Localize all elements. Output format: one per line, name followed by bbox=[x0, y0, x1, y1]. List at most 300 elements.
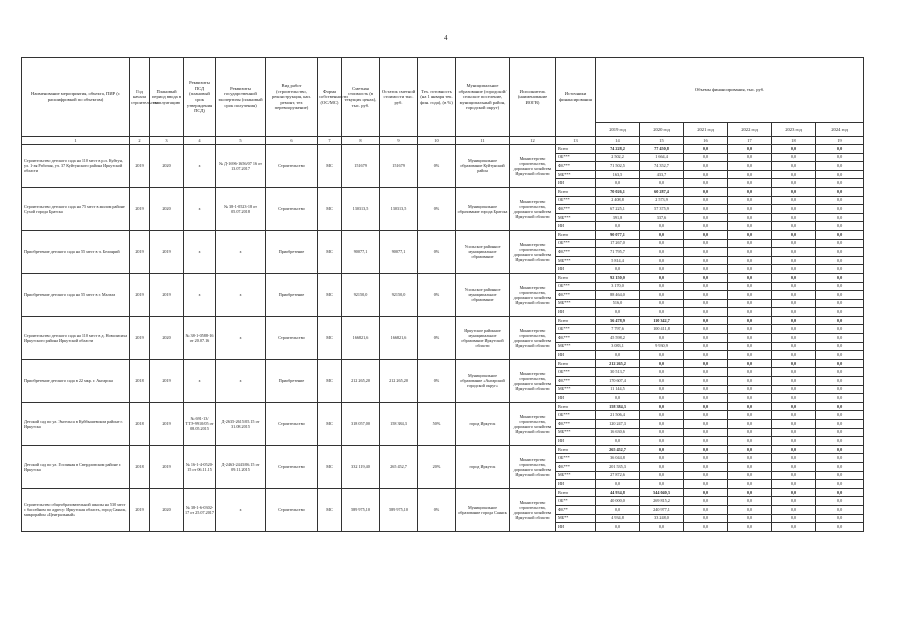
municipality: Муниципальное образование города Братска bbox=[456, 187, 510, 230]
funding-amount: 0,0 bbox=[772, 291, 816, 300]
funding-amount: 0,0 bbox=[816, 445, 864, 454]
funding-amount: 0,0 bbox=[728, 497, 772, 506]
year-2021: 2021 год bbox=[684, 123, 728, 137]
funding-source: ФБ*** bbox=[556, 248, 596, 257]
start-year: 2019 bbox=[130, 230, 150, 273]
funding-amount: 0,0 bbox=[728, 299, 772, 308]
funding-amount: 0,0 bbox=[772, 368, 816, 377]
funding-amount: 0,0 bbox=[640, 179, 684, 188]
funding-amount: 0,0 bbox=[728, 462, 772, 471]
funding-source: МБ*** bbox=[556, 342, 596, 351]
funding-amount: 0,0 bbox=[816, 179, 864, 188]
funding-amount: 0,0 bbox=[816, 471, 864, 480]
funding-amount: 0,0 bbox=[728, 488, 772, 497]
funding-amount: 0,0 bbox=[684, 213, 728, 222]
funding-source: МБ*** bbox=[556, 385, 596, 394]
funding-amount: 0,0 bbox=[772, 402, 816, 411]
table-body bbox=[22, 137, 864, 532]
funding-amount: 0,0 bbox=[816, 325, 864, 334]
funding-amount: 0,0 bbox=[684, 420, 728, 429]
funding-amount: 0,0 bbox=[640, 291, 684, 300]
funding-amount: 0,0 bbox=[728, 411, 772, 420]
funding-amount: 57 375,9 bbox=[640, 205, 684, 214]
column-number: 1 bbox=[22, 137, 130, 145]
work-type: Строительство bbox=[266, 145, 318, 188]
funding-amount: 0,0 bbox=[816, 316, 864, 325]
remaining-cost: 212 265,20 bbox=[380, 359, 418, 402]
funding-amount: 120 247,3 bbox=[596, 420, 640, 429]
funding-amount: 0,0 bbox=[816, 334, 864, 343]
funding-amount: 0,0 bbox=[772, 196, 816, 205]
funding-source: Всего bbox=[556, 316, 596, 325]
funding-source: Всего bbox=[556, 402, 596, 411]
funding-amount: 0,0 bbox=[772, 316, 816, 325]
municipality: город Иркутск bbox=[456, 402, 510, 445]
funding-amount: 0,0 bbox=[640, 480, 684, 489]
funding-amount: 30 513,7 bbox=[596, 368, 640, 377]
funding-amount: 0,0 bbox=[772, 213, 816, 222]
funding-amount: 0,0 bbox=[684, 394, 728, 403]
funding-amount: 0,0 bbox=[728, 420, 772, 429]
funding-source: МБ*** bbox=[556, 170, 596, 179]
column-number: 10 bbox=[418, 137, 456, 145]
planned-period: 2019 bbox=[150, 445, 184, 488]
header-name: Наименование мероприятия, объекта, ПИР (с расшифровкой по объектам) bbox=[22, 58, 130, 137]
funding-amount: 0,0 bbox=[728, 170, 772, 179]
executor: Министерство строительства, дорожного хозяйства Иркутской области bbox=[510, 187, 556, 230]
funding-amount: 0,0 bbox=[816, 196, 864, 205]
header-sources: Источники финансирования bbox=[556, 58, 596, 137]
funding-source: ОБ*** bbox=[556, 239, 596, 248]
psd-details: № 691-13/ТТЭ-9910/05 от 08.05.2015 bbox=[184, 402, 216, 445]
column-number: 14 bbox=[596, 137, 640, 145]
work-type: Строительство bbox=[266, 445, 318, 488]
funding-amount: 0,0 bbox=[772, 334, 816, 343]
funding-amount: 0,0 bbox=[816, 428, 864, 437]
funding-amount: 0,0 bbox=[684, 162, 728, 171]
funding-amount: 240 977,1 bbox=[640, 505, 684, 514]
funding-amount: 0,0 bbox=[816, 273, 864, 282]
funding-source: МБ*** bbox=[556, 299, 596, 308]
ownership: МС bbox=[318, 273, 342, 316]
financing-table bbox=[21, 57, 864, 532]
funding-amount: 0,0 bbox=[772, 170, 816, 179]
funding-amount: 0,0 bbox=[684, 248, 728, 257]
funding-amount: 0,0 bbox=[596, 265, 640, 274]
funding-amount: 0,0 bbox=[772, 437, 816, 446]
expertise-details: х bbox=[216, 230, 266, 273]
funding-amount: 16 630,6 bbox=[596, 428, 640, 437]
funding-amount: 0,0 bbox=[728, 205, 772, 214]
funding-amount: 5 814,4 bbox=[596, 256, 640, 265]
funding-amount: 0,0 bbox=[640, 402, 684, 411]
expertise-details: х bbox=[216, 316, 266, 359]
funding-amount: 0,0 bbox=[772, 308, 816, 317]
funding-amount: 56 478,9 bbox=[596, 316, 640, 325]
funding-amount: 0,0 bbox=[684, 437, 728, 446]
object-name: Строительство общеобразовательной школы на 530 мест с бассейном по адресу: Иркутская область, город Саянск, микрорайон «Центральный» bbox=[22, 488, 130, 531]
funding-amount: 0,0 bbox=[728, 248, 772, 257]
funding-amount: 0,0 bbox=[772, 411, 816, 420]
funding-amount: 0,0 bbox=[772, 248, 816, 257]
object-name: Приобретение детского сада в 22 мкр. г. Ангарска bbox=[22, 359, 130, 402]
funding-amount: 0,0 bbox=[816, 523, 864, 532]
funding-amount: 0,0 bbox=[772, 351, 816, 360]
remaining-cost: 92150,0 bbox=[380, 273, 418, 316]
funding-amount: 2 573,9 bbox=[640, 196, 684, 205]
funding-amount: 0,0 bbox=[684, 514, 728, 523]
work-type: Строительство bbox=[266, 402, 318, 445]
funding-amount: 0,0 bbox=[728, 213, 772, 222]
estimated-cost: 166821,6 bbox=[342, 316, 380, 359]
object-name: Приобретение детского сада на 55 мест в г. Мальта bbox=[22, 273, 130, 316]
estimated-cost: 318 057,00 bbox=[342, 402, 380, 445]
funding-amount: 0,0 bbox=[816, 462, 864, 471]
funding-amount: 0,0 bbox=[816, 205, 864, 214]
funding-amount: 0,0 bbox=[596, 523, 640, 532]
funding-amount: 0,0 bbox=[640, 385, 684, 394]
funding-amount: 0,0 bbox=[640, 248, 684, 257]
funding-amount: 0,0 bbox=[728, 402, 772, 411]
planned-period: 2020 bbox=[150, 316, 184, 359]
funding-amount: 40 000,0 bbox=[596, 497, 640, 506]
funding-amount: 0,0 bbox=[684, 145, 728, 154]
funding-source: ФБ*** bbox=[556, 291, 596, 300]
funding-amount: 0,0 bbox=[684, 291, 728, 300]
expertise-details: Д-2463-2443/06.15 от 09.11.2015 bbox=[216, 445, 266, 488]
funding-amount: 269 815,2 bbox=[640, 497, 684, 506]
funding-amount: 0,0 bbox=[728, 334, 772, 343]
funding-source: Всего bbox=[556, 445, 596, 454]
funding-amount: 0,0 bbox=[816, 420, 864, 429]
funding-amount: 0,0 bbox=[684, 299, 728, 308]
funding-amount: 0,0 bbox=[816, 514, 864, 523]
funding-amount: 100 411,8 bbox=[640, 325, 684, 334]
year-2023: 2023 год bbox=[772, 123, 816, 137]
funding-amount: 0,0 bbox=[728, 162, 772, 171]
funding-amount: 158 384,3 bbox=[596, 402, 640, 411]
expertise-details: № 38-1-0523-18 от 05.07.2018 bbox=[216, 187, 266, 230]
funding-amount: 0,0 bbox=[816, 394, 864, 403]
psd-details: х bbox=[184, 187, 216, 230]
funding-amount: 0,0 bbox=[640, 282, 684, 291]
funding-amount: 0,0 bbox=[684, 428, 728, 437]
column-number: 11 bbox=[456, 137, 510, 145]
funding-amount: 0,0 bbox=[640, 523, 684, 532]
header-start-year: Год начала строительства bbox=[130, 58, 150, 137]
table-row bbox=[22, 488, 864, 497]
funding-amount: 0,0 bbox=[772, 462, 816, 471]
column-number: 18 bbox=[772, 137, 816, 145]
funding-amount: 0,0 bbox=[728, 514, 772, 523]
funding-source: ИИ bbox=[556, 351, 596, 360]
funding-amount: 0,0 bbox=[728, 351, 772, 360]
funding-source: ФБ** bbox=[556, 505, 596, 514]
funding-amount: 0,0 bbox=[816, 505, 864, 514]
start-year: 2018 bbox=[130, 445, 150, 488]
table-row bbox=[22, 359, 864, 368]
header-volumes: Объемы финансирования, тыс. руб. bbox=[596, 58, 864, 123]
executor: Министерство строительства, дорожного хозяйства Иркутской области bbox=[510, 273, 556, 316]
funding-amount: 0,0 bbox=[728, 342, 772, 351]
funding-amount: 0,0 bbox=[728, 480, 772, 489]
funding-amount: 0,0 bbox=[816, 299, 864, 308]
psd-details: х bbox=[184, 145, 216, 188]
funding-amount: 0,0 bbox=[728, 454, 772, 463]
column-number: 5 bbox=[216, 137, 266, 145]
header-estimated-cost: Сметная стоимость (в текущих ценах), тыс. руб. bbox=[342, 58, 380, 137]
funding-amount: 0,0 bbox=[684, 325, 728, 334]
funding-amount: 0,0 bbox=[816, 213, 864, 222]
funding-source: ОБ*** bbox=[556, 454, 596, 463]
funding-amount: 0,0 bbox=[596, 505, 640, 514]
funding-source: ОБ*** bbox=[556, 368, 596, 377]
funding-amount: 0,0 bbox=[684, 359, 728, 368]
year-2020: 2020 год bbox=[640, 123, 684, 137]
funding-amount: 0,0 bbox=[728, 377, 772, 386]
header-executor: Исполнитель (наименование ИОГВ) bbox=[510, 58, 556, 137]
funding-amount: 0,0 bbox=[684, 497, 728, 506]
funding-source: Всего bbox=[556, 273, 596, 282]
funding-amount: 0,0 bbox=[772, 488, 816, 497]
funding-amount: 0,0 bbox=[684, 480, 728, 489]
funding-amount: 0,0 bbox=[772, 273, 816, 282]
funding-amount: 0,0 bbox=[728, 308, 772, 317]
expertise-details: № Д-1696-1656/07 16 от 13.07.2017 bbox=[216, 145, 266, 188]
funding-amount: 0,0 bbox=[816, 454, 864, 463]
funding-amount: 0,0 bbox=[816, 222, 864, 231]
funding-amount: 0,0 bbox=[684, 445, 728, 454]
funding-amount: 0,0 bbox=[684, 196, 728, 205]
ownership: МС bbox=[318, 402, 342, 445]
ownership: МС bbox=[318, 187, 342, 230]
funding-amount: 0,0 bbox=[816, 385, 864, 394]
funding-source: МБ** bbox=[556, 514, 596, 523]
funding-source: ФБ*** bbox=[556, 162, 596, 171]
funding-source: МБ*** bbox=[556, 256, 596, 265]
header-planned-period: Плановый период ввода в эксплуатацию bbox=[150, 58, 184, 137]
funding-amount: 0,0 bbox=[772, 325, 816, 334]
remaining-cost: 589 975,10 bbox=[380, 488, 418, 531]
funding-source: ФБ*** bbox=[556, 377, 596, 386]
psd-details: х bbox=[184, 230, 216, 273]
funding-amount: 0,0 bbox=[816, 359, 864, 368]
funding-source: Всего bbox=[556, 359, 596, 368]
funding-amount: 0,0 bbox=[728, 256, 772, 265]
planned-period: 2019 bbox=[150, 273, 184, 316]
object-name: Строительство детского сада на 75 мест в жилом районе Сухой города Братска bbox=[22, 187, 130, 230]
ownership: МС bbox=[318, 445, 342, 488]
work-type: Строительство bbox=[266, 488, 318, 531]
funding-amount: 0,0 bbox=[640, 437, 684, 446]
funding-amount: 0,0 bbox=[816, 248, 864, 257]
funding-amount: 0,0 bbox=[684, 282, 728, 291]
funding-amount: 0,0 bbox=[772, 505, 816, 514]
funding-amount: 0,0 bbox=[684, 462, 728, 471]
funding-amount: 0,0 bbox=[640, 428, 684, 437]
object-name: Детский сад по ул. Энгельса в Куйбышевском районе г. Иркутска bbox=[22, 402, 130, 445]
estimated-cost: 90077,1 bbox=[342, 230, 380, 273]
funding-amount: 0,0 bbox=[816, 342, 864, 351]
funding-amount: 0,0 bbox=[684, 308, 728, 317]
expertise-details: х bbox=[216, 488, 266, 531]
start-year: 2018 bbox=[130, 359, 150, 402]
funding-amount: 0,0 bbox=[816, 256, 864, 265]
funding-amount: 0,0 bbox=[772, 523, 816, 532]
funding-amount: 2 502,2 bbox=[596, 153, 640, 162]
estimated-cost: 151679 bbox=[342, 145, 380, 188]
funding-amount: 0,0 bbox=[772, 299, 816, 308]
funding-amount: 0,0 bbox=[684, 205, 728, 214]
funding-amount: 0,0 bbox=[772, 145, 816, 154]
funding-amount: 0,0 bbox=[640, 394, 684, 403]
funding-source: ОБ*** bbox=[556, 196, 596, 205]
funding-amount: 0,0 bbox=[684, 342, 728, 351]
header-expertise: Реквизиты государственной экспертизы (плановый срок получения) bbox=[216, 58, 266, 137]
executor: Министерство строительства, дорожного хозяйства Иркутской области bbox=[510, 316, 556, 359]
start-year: 2019 bbox=[130, 273, 150, 316]
work-type: Строительство bbox=[266, 187, 318, 230]
funding-amount: 0,0 bbox=[596, 351, 640, 360]
funding-amount: 0,0 bbox=[816, 437, 864, 446]
column-number: 7 bbox=[318, 137, 342, 145]
start-year: 2019 bbox=[130, 488, 150, 531]
funding-amount: 0,0 bbox=[640, 222, 684, 231]
psd-details: № 38-1-6-0302-17 от 25.07.2017 bbox=[184, 488, 216, 531]
header-work-type: Вид работ (строительство, реконструкция, кап. ремонт, тех перевооружение) bbox=[266, 58, 318, 137]
funding-source: ИИ bbox=[556, 179, 596, 188]
municipality: Иркутское районное муниципальное образование Иркутской области bbox=[456, 316, 510, 359]
funding-amount: 0,0 bbox=[640, 299, 684, 308]
readiness: 50% bbox=[418, 402, 456, 445]
funding-amount: 0,0 bbox=[684, 187, 728, 196]
funding-amount: 0,0 bbox=[728, 471, 772, 480]
funding-amount: 201 535,3 bbox=[596, 462, 640, 471]
funding-amount: 0,0 bbox=[684, 316, 728, 325]
funding-amount: 337,6 bbox=[640, 213, 684, 222]
funding-source: ФБ*** bbox=[556, 205, 596, 214]
funding-amount: 0,0 bbox=[816, 170, 864, 179]
funding-amount: 0,0 bbox=[816, 411, 864, 420]
work-type: Приобретение bbox=[266, 273, 318, 316]
column-number: 3 bbox=[150, 137, 184, 145]
funding-amount: 67 225,1 bbox=[596, 205, 640, 214]
funding-source: ИИ bbox=[556, 308, 596, 317]
executor: Министерство строительства, дорожного хозяйства Иркутской области bbox=[510, 445, 556, 488]
remaining-cost: 166821,6 bbox=[380, 316, 418, 359]
funding-amount: 0,0 bbox=[684, 488, 728, 497]
funding-amount: 0,0 bbox=[640, 230, 684, 239]
expertise-details: Д-2635-2615/05.15 от 31.08.2015 bbox=[216, 402, 266, 445]
municipality: Муниципальное образование Куйтунский район bbox=[456, 145, 510, 188]
funding-amount: 0,0 bbox=[772, 497, 816, 506]
funding-amount: 0,0 bbox=[816, 187, 864, 196]
funding-amount: 0,0 bbox=[728, 282, 772, 291]
funding-amount: 0,0 bbox=[772, 445, 816, 454]
year-2024: 2024 год bbox=[816, 123, 864, 137]
column-numbers-row bbox=[22, 137, 864, 145]
funding-amount: 0,0 bbox=[728, 437, 772, 446]
planned-period: 2020 bbox=[150, 187, 184, 230]
funding-source: МБ*** bbox=[556, 428, 596, 437]
funding-amount: 60 287,4 bbox=[640, 187, 684, 196]
planned-period: 2020 bbox=[150, 488, 184, 531]
year-2022: 2022 год bbox=[728, 123, 772, 137]
funding-amount: 0,0 bbox=[728, 179, 772, 188]
funding-amount: 77 450,8 bbox=[640, 145, 684, 154]
funding-amount: 0,0 bbox=[684, 273, 728, 282]
funding-amount: 0,0 bbox=[684, 471, 728, 480]
funding-amount: 0,0 bbox=[728, 196, 772, 205]
funding-amount: 0,0 bbox=[684, 239, 728, 248]
object-name: Строительство детского сада на 110 мест в р.п. Куйтун, ул. 1-ая Рабочая, уч. 37 Куйтунского района Иркутской области bbox=[22, 145, 130, 188]
funding-amount: 0,0 bbox=[728, 145, 772, 154]
funding-amount: 33 248,0 bbox=[640, 514, 684, 523]
funding-source: Всего bbox=[556, 187, 596, 196]
funding-source: ОБ*** bbox=[556, 411, 596, 420]
header-ownership: Форма собственности (ОС/МС) bbox=[318, 58, 342, 137]
funding-amount: 0,0 bbox=[772, 153, 816, 162]
funding-amount: 0,0 bbox=[728, 385, 772, 394]
estimated-cost: 332 119,40 bbox=[342, 445, 380, 488]
table-row bbox=[22, 230, 864, 239]
funding-amount: 4 934,8 bbox=[596, 514, 640, 523]
funding-amount: 0,0 bbox=[728, 505, 772, 514]
funding-source: Всего bbox=[556, 230, 596, 239]
funding-source: ОБ*** bbox=[556, 282, 596, 291]
funding-amount: 70 026,1 bbox=[596, 187, 640, 196]
psd-details: № 38-1-0588-16 от 20.07.16 bbox=[184, 316, 216, 359]
funding-amount: 0,0 bbox=[772, 454, 816, 463]
funding-amount: 2 408,8 bbox=[596, 196, 640, 205]
funding-amount: 0,0 bbox=[816, 377, 864, 386]
funding-source: ИИ bbox=[556, 394, 596, 403]
funding-amount: 0,0 bbox=[640, 411, 684, 420]
funding-amount: 0,0 bbox=[684, 523, 728, 532]
funding-amount: 74 352,7 bbox=[640, 162, 684, 171]
readiness: 0% bbox=[418, 316, 456, 359]
funding-amount: 0,0 bbox=[596, 222, 640, 231]
funding-amount: 0,0 bbox=[772, 282, 816, 291]
funding-amount: 0,0 bbox=[816, 291, 864, 300]
funding-amount: 45 598,2 bbox=[596, 334, 640, 343]
table-row bbox=[22, 187, 864, 196]
readiness: 0% bbox=[418, 230, 456, 273]
municipality: Муниципальное образование города Саянск bbox=[456, 488, 510, 531]
ownership: МС bbox=[318, 316, 342, 359]
funding-amount: 0,0 bbox=[816, 497, 864, 506]
funding-amount: 0,0 bbox=[684, 505, 728, 514]
funding-amount: 0,0 bbox=[640, 462, 684, 471]
executor: Министерство строительства, дорожного хозяйства Иркутской области bbox=[510, 145, 556, 188]
psd-details: х bbox=[184, 359, 216, 402]
header-readiness: Тех. готовность (на 1 января тек. фин. года), (в %) bbox=[418, 58, 456, 137]
funding-amount: 71 795,7 bbox=[596, 248, 640, 257]
executor: Министерство строительства, дорожного хозяйства Иркутской области bbox=[510, 402, 556, 445]
funding-amount: 0,0 bbox=[816, 162, 864, 171]
funding-amount: 71 502,5 bbox=[596, 162, 640, 171]
funding-amount: 0,0 bbox=[640, 308, 684, 317]
funding-source: ИИ bbox=[556, 222, 596, 231]
funding-amount: 0,0 bbox=[684, 179, 728, 188]
funding-amount: 0,0 bbox=[640, 471, 684, 480]
work-type: Строительство bbox=[266, 316, 318, 359]
start-year: 2019 bbox=[130, 316, 150, 359]
funding-amount: 17 267,0 bbox=[596, 239, 640, 248]
column-number: 8 bbox=[342, 137, 380, 145]
funding-amount: 0,0 bbox=[728, 265, 772, 274]
page-number: 4 bbox=[444, 34, 448, 42]
